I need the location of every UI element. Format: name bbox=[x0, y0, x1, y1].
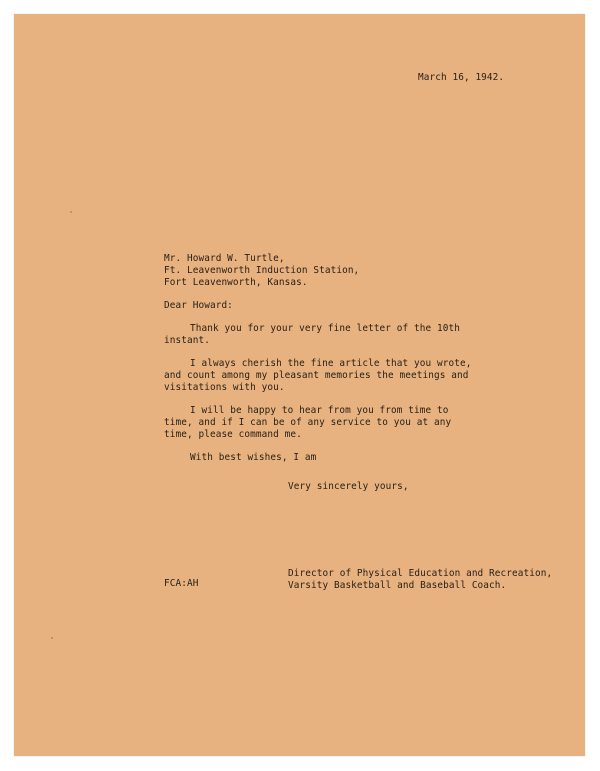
typist-initials: FCA:AH bbox=[164, 578, 199, 589]
letter-page bbox=[14, 14, 585, 756]
recipient-name: Mr. Howard W. Turtle, bbox=[164, 253, 285, 264]
body-paragraph-3-line-2: time, and if I can be of any service to you at any bbox=[164, 417, 452, 428]
signature-title-line-1: Director of Physical Education and Recreation, bbox=[288, 568, 553, 579]
body-paragraph-2-line-2: and count among my pleasant memories the meetings and bbox=[164, 370, 469, 381]
body-paragraph-3-line-1: I will be happy to hear from you from time to bbox=[190, 405, 449, 416]
body-paragraph-4-line-1: With best wishes, I am bbox=[190, 452, 317, 463]
body-paragraph-2-line-3: visitations with you. bbox=[164, 382, 285, 393]
letter-date: March 16, 1942. bbox=[418, 72, 505, 83]
salutation: Dear Howard: bbox=[164, 300, 233, 311]
paper-speck bbox=[70, 211, 72, 213]
body-paragraph-3-line-3: time, please command me. bbox=[164, 429, 302, 440]
body-paragraph-1-line-2: instant. bbox=[164, 335, 210, 346]
body-paragraph-1-line-1: Thank you for your very fine letter of the 10th bbox=[190, 323, 460, 334]
paper-speck bbox=[51, 637, 53, 639]
recipient-organization: Ft. Leavenworth Induction Station, bbox=[164, 265, 360, 276]
body-paragraph-2-line-1: I always cherish the fine article that you wrote, bbox=[190, 358, 472, 369]
recipient-location: Fort Leavenworth, Kansas. bbox=[164, 277, 308, 288]
signature-title-line-2: Varsity Basketball and Baseball Coach. bbox=[288, 580, 507, 591]
closing: Very sincerely yours, bbox=[288, 481, 409, 492]
